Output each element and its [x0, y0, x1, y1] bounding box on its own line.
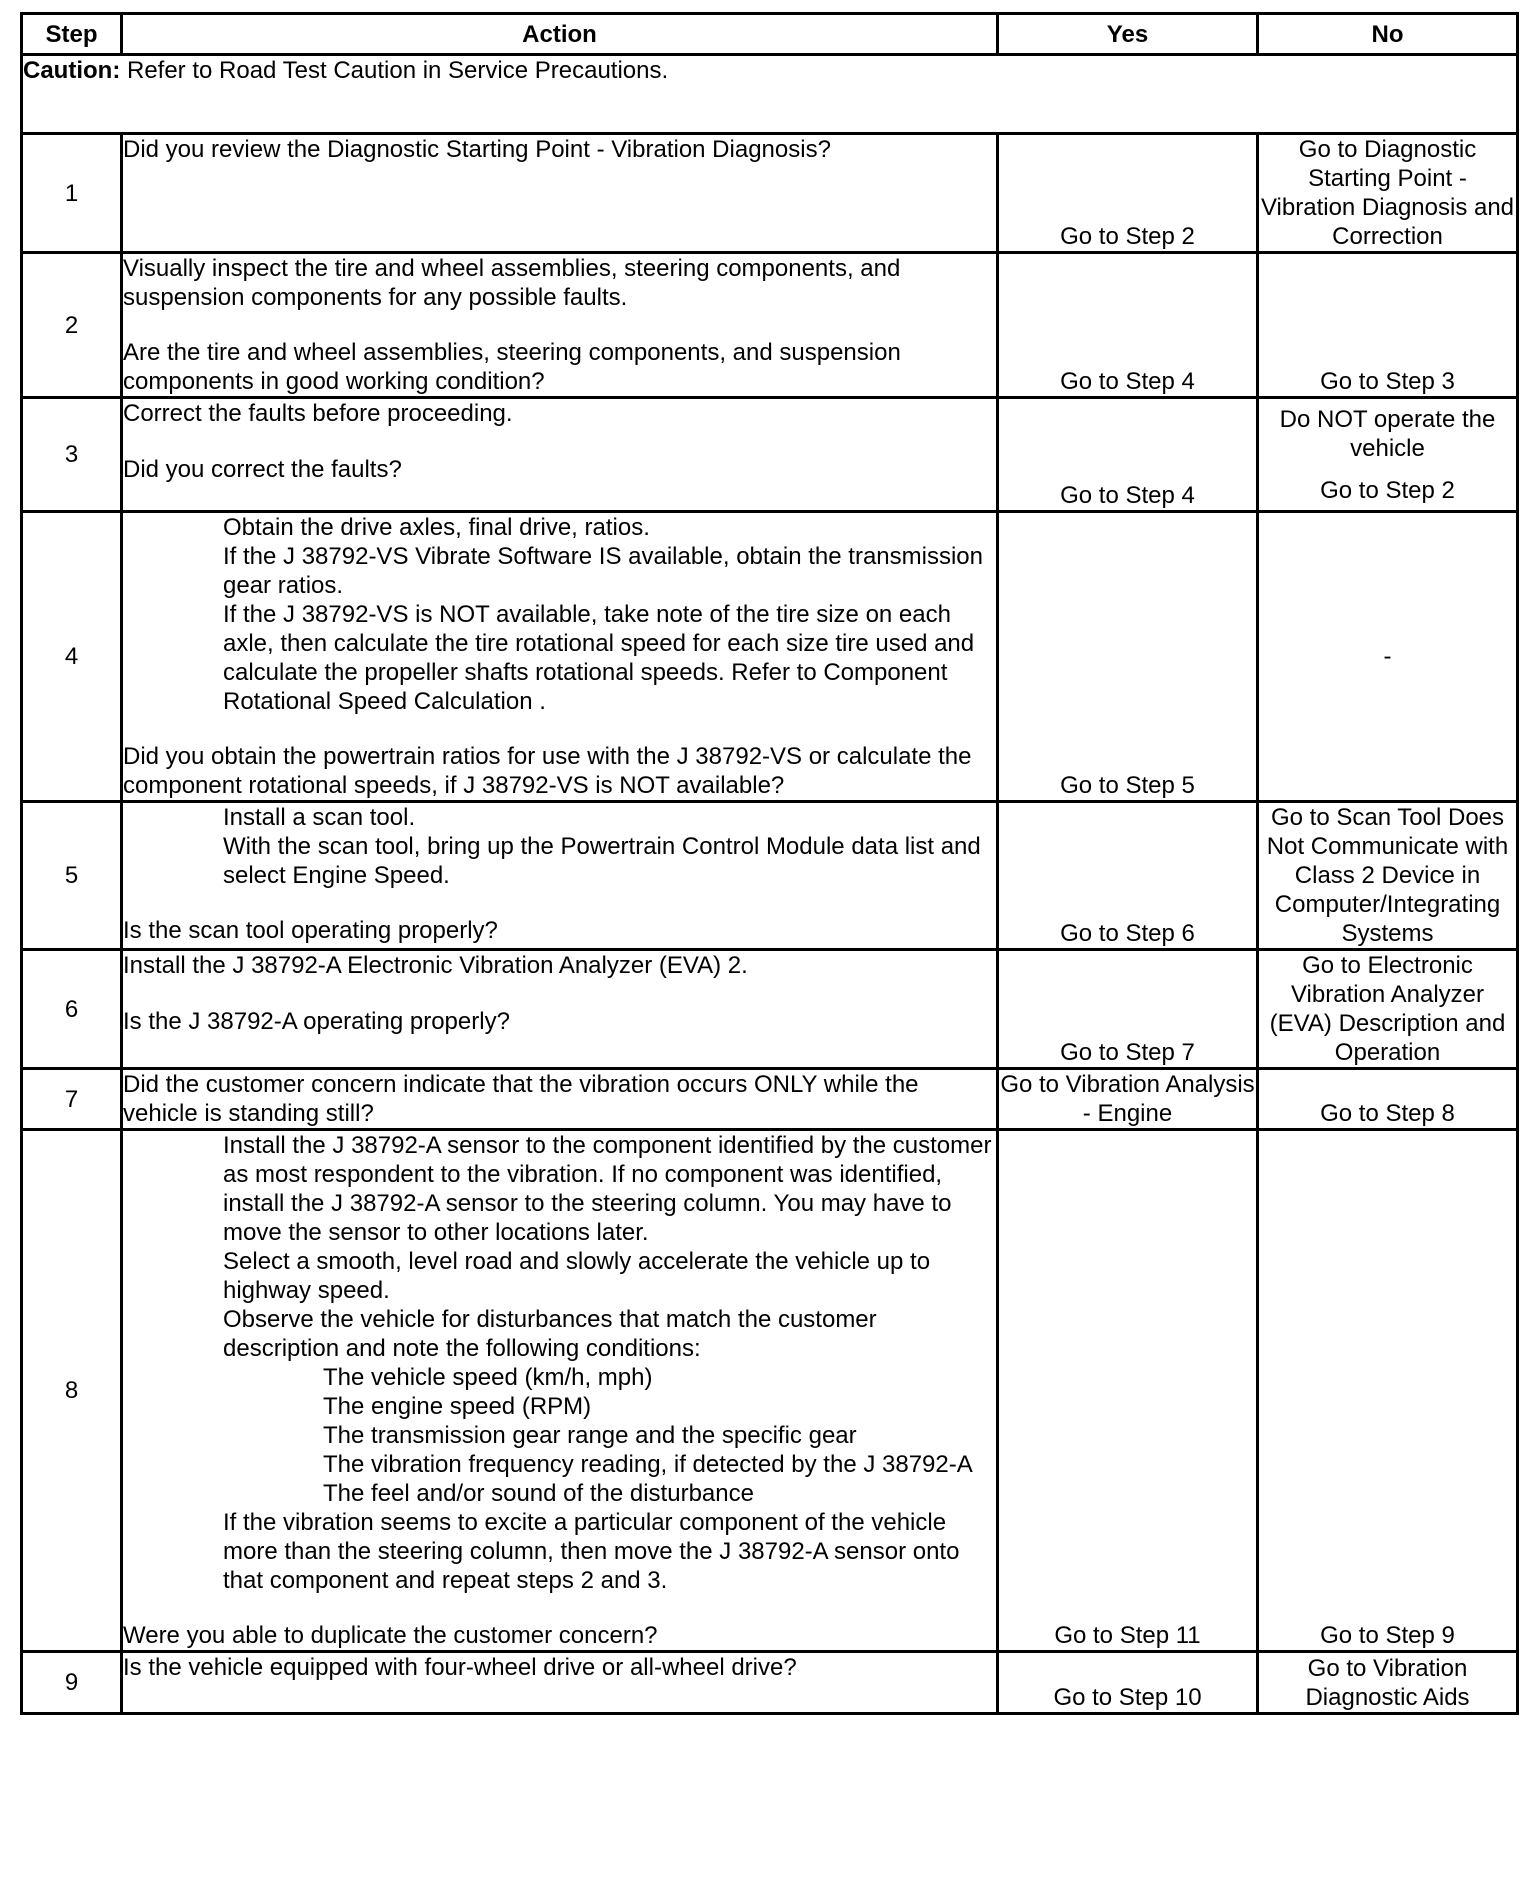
header-step: Step — [22, 14, 122, 55]
diagnostic-table — [20, 12, 1519, 1715]
sub-item: The feel and/or sound of the disturbance — [323, 1480, 754, 1507]
action-cell — [122, 802, 998, 950]
action-item: If the J 38792-VS is NOT available, take note of the tire size on each axle, then calculate the tire rotational speed for each size tire used and calculate the propeller shafts rotational speeds. Refer to Component Rotational Speed Calculation . — [223, 601, 975, 715]
action-text: Did you review the Diagnostic Starting Point - Vibration Diagnosis? — [123, 136, 831, 163]
step-number: 8 — [22, 1130, 122, 1652]
action-question: Did you obtain the powertrain ratios for use with the J 38792-VS or calculate the component rotational speeds, if J 38792-VS is NOT available? — [123, 743, 972, 799]
action-cell — [122, 1130, 998, 1652]
table-row — [22, 802, 1518, 950]
yes-cell: Go to Step 4 — [998, 398, 1258, 512]
step-number: 7 — [22, 1069, 122, 1130]
yes-cell: Go to Step 10 — [998, 1652, 1258, 1714]
caution-row — [22, 55, 1518, 134]
step-number: 2 — [22, 253, 122, 398]
no-cell: Go to Vibration Diagnostic Aids — [1258, 1652, 1518, 1714]
table-row — [22, 512, 1518, 802]
action-cell — [122, 950, 998, 1069]
no-goto: Go to Step 2 — [1320, 477, 1455, 504]
step-number: 1 — [22, 134, 122, 253]
action-text: Is the vehicle equipped with four-wheel drive or all-wheel drive? — [123, 1654, 797, 1681]
no-cell: Go to Step 8 — [1258, 1069, 1518, 1130]
caution-label: Caution: — [23, 57, 121, 84]
header-action: Action — [122, 14, 998, 55]
sub-item: The vibration frequency reading, if detected by the J 38792-A — [323, 1451, 973, 1478]
no-cell: Go to Step 9 — [1258, 1130, 1518, 1652]
action-question: Is the J 38792-A operating properly? — [123, 1008, 510, 1035]
action-question: Are the tire and wheel assemblies, steering components, and suspension components in good working condition? — [123, 339, 901, 395]
action-item: Observe the vehicle for disturbances that match the customer description and note the following conditions: — [223, 1306, 877, 1362]
action-cell — [122, 134, 998, 253]
action-cell — [122, 1652, 998, 1714]
action-item: With the scan tool, bring up the Powertrain Control Module data list and select Engine Speed. — [223, 833, 981, 889]
table-row — [22, 134, 1518, 253]
action-text: Visually inspect the tire and wheel assemblies, steering components, and suspension components for any possible faults. — [123, 255, 901, 311]
action-question: Were you able to duplicate the customer concern? — [123, 1622, 658, 1649]
header-yes: Yes — [998, 14, 1258, 55]
action-question: Is the scan tool operating properly? — [123, 917, 498, 944]
no-warning: Do NOT operate the vehicle — [1279, 406, 1496, 462]
step-number: 9 — [22, 1652, 122, 1714]
yes-cell: Go to Vibration Analysis - Engine — [998, 1069, 1258, 1130]
action-item: If the vibration seems to excite a particular component of the vehicle more than the steering column, then move the J 38792-A sensor onto that component and repeat steps 2 and 3. — [223, 1509, 960, 1594]
table-row — [22, 253, 1518, 398]
step-number: 6 — [22, 950, 122, 1069]
no-cell: Go to Diagnostic Starting Point - Vibration Diagnosis and Correction — [1258, 134, 1518, 253]
yes-cell: Go to Step 5 — [998, 512, 1258, 802]
no-cell: Go to Step 3 — [1258, 253, 1518, 398]
action-item: If the J 38792-VS Vibrate Software IS available, obtain the transmission gear ratios. — [223, 543, 983, 599]
step-number: 4 — [22, 512, 122, 802]
action-item: Install the J 38792-A sensor to the component identified by the customer as most respondent to the vibration. If no component was identified, install the J 38792-A sensor to the steering column. You may have to move the sensor to other locations later. — [223, 1132, 992, 1246]
action-cell — [122, 1069, 998, 1130]
no-cell — [1258, 398, 1518, 512]
action-text: Install the J 38792-A Electronic Vibration Analyzer (EVA) 2. — [123, 952, 748, 979]
table-row — [22, 1130, 1518, 1652]
action-cell — [122, 253, 998, 398]
table-row — [22, 1069, 1518, 1130]
action-text: Did the customer concern indicate that the vibration occurs ONLY while the vehicle is standing still? — [123, 1071, 919, 1127]
no-cell: Go to Scan Tool Does Not Communicate with Class 2 Device in Computer/Integrating Systems — [1258, 802, 1518, 950]
action-text: Correct the faults before proceeding. — [123, 400, 513, 427]
table-row — [22, 1652, 1518, 1714]
sub-item: The vehicle speed (km/h, mph) — [323, 1364, 653, 1391]
step-number: 3 — [22, 398, 122, 512]
yes-cell: Go to Step 6 — [998, 802, 1258, 950]
action-item: Select a smooth, level road and slowly accelerate the vehicle up to highway speed. — [223, 1248, 931, 1304]
yes-cell: Go to Step 7 — [998, 950, 1258, 1069]
step-number: 5 — [22, 802, 122, 950]
yes-cell: Go to Step 11 — [998, 1130, 1258, 1652]
action-question: Did you correct the faults? — [123, 456, 402, 483]
sub-item: The transmission gear range and the specific gear — [323, 1422, 857, 1449]
table-row — [22, 398, 1518, 512]
action-cell — [122, 398, 998, 512]
action-item: Obtain the drive axles, final drive, ratios. — [223, 514, 650, 541]
no-cell: Go to Electronic Vibration Analyzer (EVA) Description and Operation — [1258, 950, 1518, 1069]
yes-cell: Go to Step 4 — [998, 253, 1258, 398]
action-item: Install a scan tool. — [223, 804, 416, 831]
no-cell: - — [1258, 512, 1518, 802]
yes-cell: Go to Step 2 — [998, 134, 1258, 253]
table-row — [22, 950, 1518, 1069]
caution-text: Refer to Road Test Caution in Service Precautions. — [120, 57, 669, 84]
header-row — [22, 14, 1518, 55]
caution-cell — [22, 55, 1518, 134]
sub-item: The engine speed (RPM) — [323, 1393, 592, 1420]
action-cell — [122, 512, 998, 802]
header-no: No — [1258, 14, 1518, 55]
